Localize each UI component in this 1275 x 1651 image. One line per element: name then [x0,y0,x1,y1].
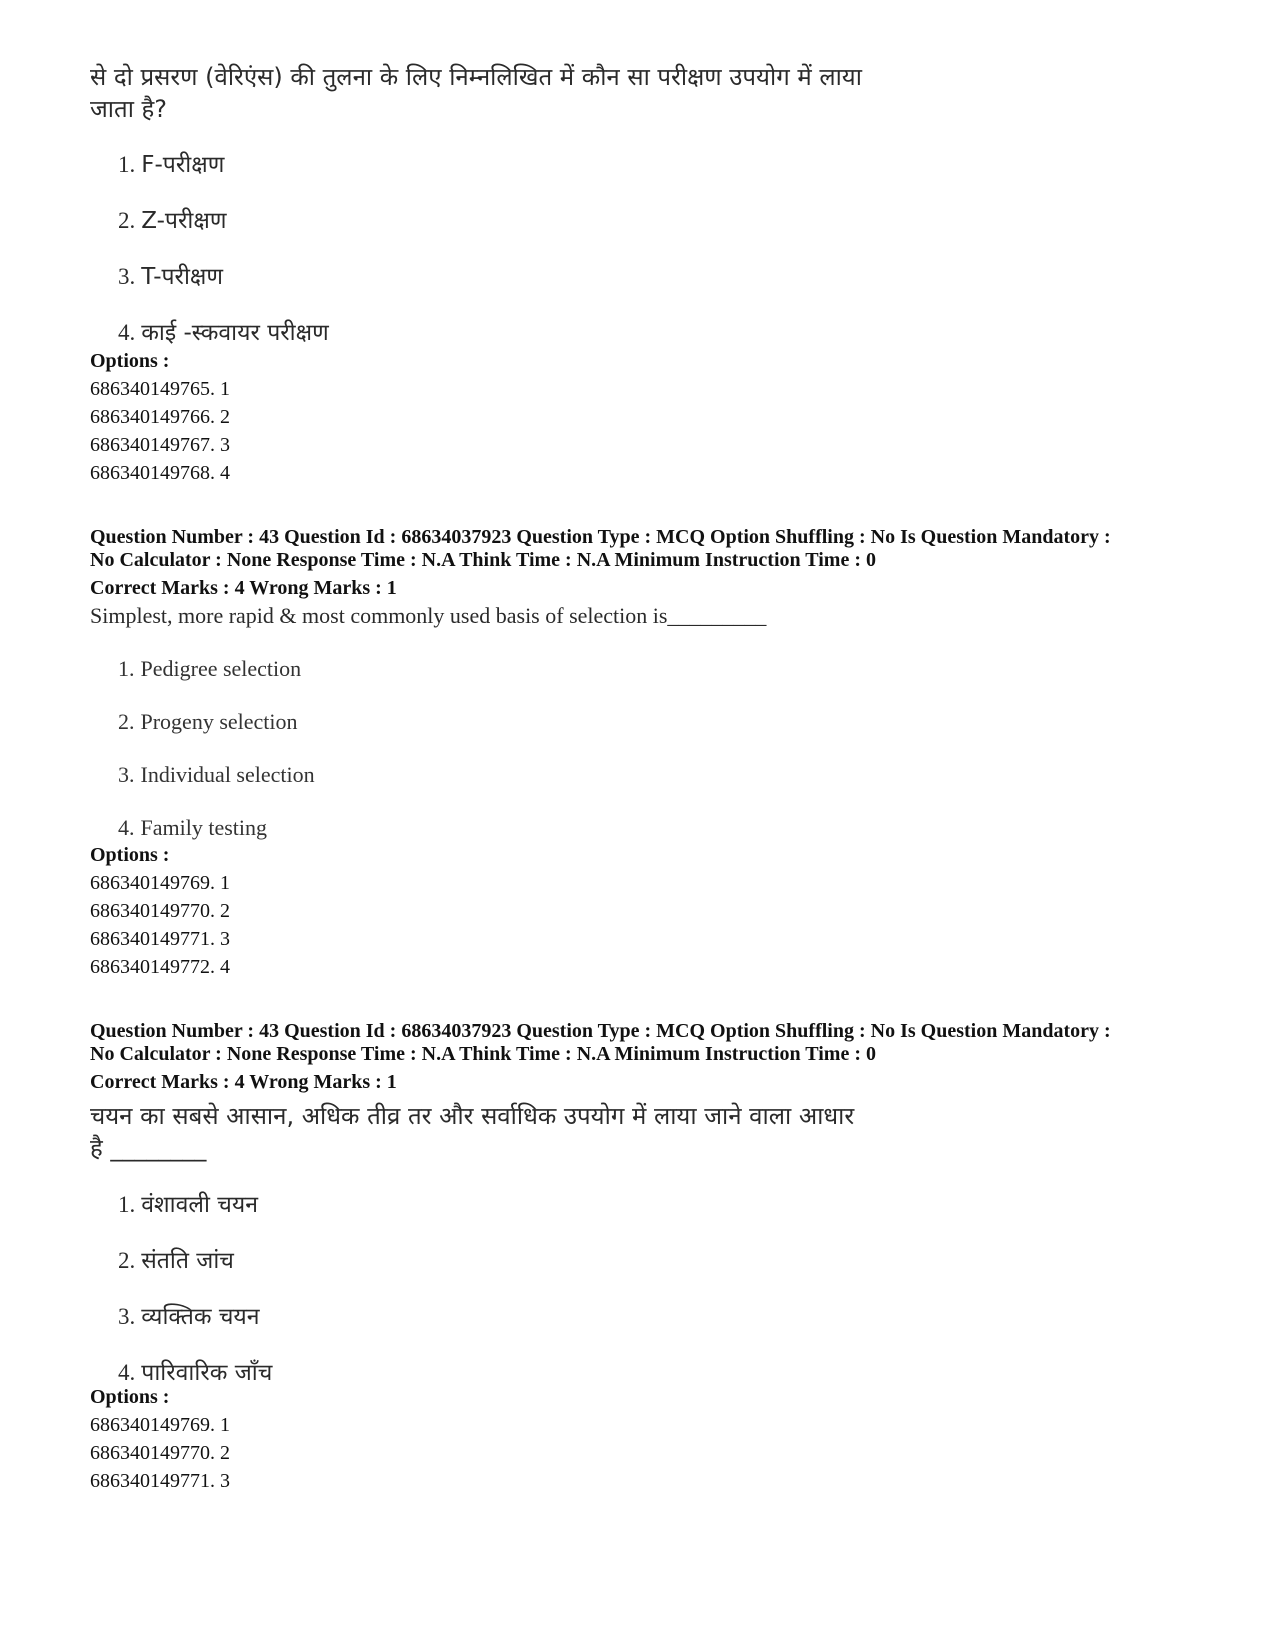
choice-item [118,147,224,179]
option-id: 686340149771. 3 [90,1470,230,1492]
choice-number: 4. [118,815,135,840]
question-text-line: है ________ [90,1134,207,1162]
choice-number: 3. [118,1304,136,1329]
option-id: 686340149771. 3 [90,928,230,950]
choice-item [118,815,267,841]
choice-item [118,709,298,735]
choice-item [118,1187,258,1219]
options-label: Options : [90,350,170,372]
choice-number: 1. [118,1192,136,1217]
option-id: 686340149765. 1 [90,378,230,400]
choice-text: वंशावली चयन [141,1192,258,1218]
choice-item [118,762,315,788]
choice-number: 3. [118,264,136,289]
choice-item [118,315,329,347]
option-id: 686340149766. 2 [90,406,230,428]
choice-item [118,203,226,235]
choice-item [118,1355,272,1387]
choice-number: 2. [118,709,135,734]
options-label: Options : [90,1386,170,1408]
choice-item [118,1299,260,1331]
marks-line: Correct Marks : 4 Wrong Marks : 1 [90,577,397,599]
option-id: 686340149768. 4 [90,462,230,484]
question-text-line: से दो प्रसरण (वेरिएंस) की तुलना के लिए निम्नलिखित में कौन सा परीक्षण उपयोग में लाया [90,63,862,91]
question-meta-line: No Calculator : None Response Time : N.A Think Time : N.A Minimum Instruction Time : 0 [90,1043,876,1065]
option-id: 686340149769. 1 [90,872,230,894]
choice-text: F-परीक्षण [141,152,225,178]
question-meta-line: Question Number : 43 Question Id : 68634037923 Question Type : MCQ Option Shuffling : No Is Question Mandatory : [90,526,1111,548]
choice-item [118,259,223,291]
options-label: Options : [90,844,170,866]
choice-number: 3. [118,762,135,787]
choice-number: 1. [118,152,136,177]
choice-number: 1. [118,656,135,681]
question-text: Simplest, more rapid & most commonly used basis of selection is_________ [90,603,767,628]
choice-text: व्यक्तिक चयन [141,1304,260,1330]
question-text-line: जाता है? [90,95,168,123]
option-id: 686340149770. 2 [90,900,230,922]
question-meta-line: Question Number : 43 Question Id : 68634037923 Question Type : MCQ Option Shuffling : No Is Question Mandatory : [90,1020,1111,1042]
choice-text: काई -स्कवायर परीक्षण [141,320,329,346]
option-id: 686340149772. 4 [90,956,230,978]
marks-line: Correct Marks : 4 Wrong Marks : 1 [90,1071,397,1093]
choice-number: 2. [118,208,136,233]
choice-number: 4. [118,320,136,345]
choice-text: Progeny selection [140,709,298,734]
choice-number: 4. [118,1360,136,1385]
choice-text: Individual selection [140,762,315,787]
choice-text: T-परीक्षण [141,264,224,290]
option-id: 686340149770. 2 [90,1442,230,1464]
choice-text: Family testing [140,815,267,840]
choice-item [118,1243,234,1275]
question-meta-line: No Calculator : None Response Time : N.A Think Time : N.A Minimum Instruction Time : 0 [90,549,876,571]
choice-text: Pedigree selection [140,656,302,681]
choice-text: पारिवारिक जाँच [141,1360,273,1386]
question-text-line: चयन का सबसे आसान, अधिक तीव्र तर और सर्वाधिक उपयोग में लाया जाने वाला आधार [90,1102,855,1130]
choice-text: संतति जांच [141,1248,234,1274]
choice-text: Z-परीक्षण [141,208,227,234]
option-id: 686340149769. 1 [90,1414,230,1436]
choice-number: 2. [118,1248,136,1273]
choice-item [118,656,301,682]
option-id: 686340149767. 3 [90,434,230,456]
